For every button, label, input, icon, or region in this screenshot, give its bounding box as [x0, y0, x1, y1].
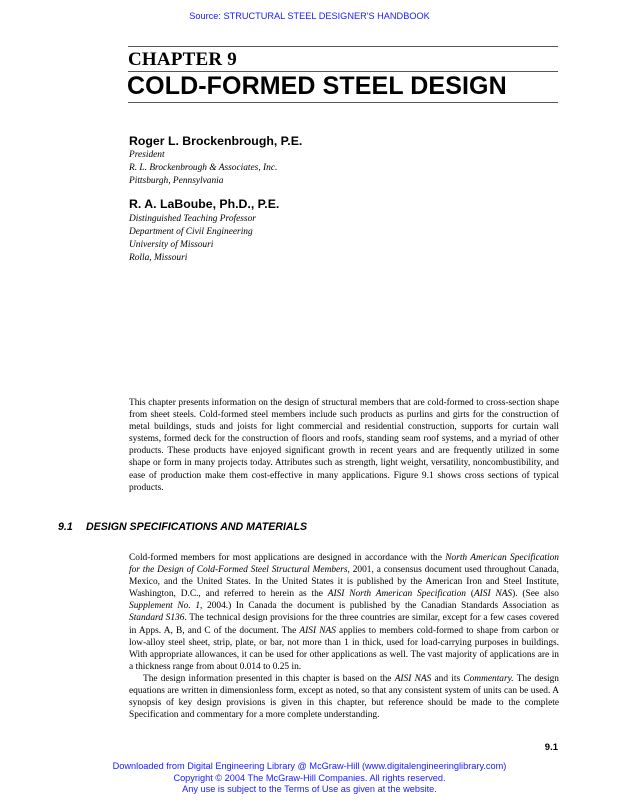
chapter-bottom-rule	[128, 102, 558, 103]
footer-terms[interactable]: Any use is subject to the Terms of Use as given at the website.	[182, 784, 437, 794]
affiliation-line: R. L. Brockenbrough & Associates, Inc.	[129, 163, 278, 173]
affiliation-line: Pittsburgh, Pennsylvania	[129, 176, 224, 186]
intro-paragraph: This chapter presents information on the design of structural members that are cold-formed to cross-section shape from sheet steels. Cold-formed steel members include such products as purlins and girts for the construction of metal buildings, studs and joists for light commercial and residential construction, supports for curtain wall systems, formed deck for the construction of floors and roofs, standing seam roof systems, and a myriad of other products. These products have enjoyed significant growth in recent years and are frequently utilized in some shape or form in many projects today. Attributes such as strength, light weight, versatility, noncombustibility, and ease of production make them cost-effective in many applications. Figure 9.1 shows cross sections of typical products.	[129, 398, 559, 493]
author-affiliation-2	[129, 213, 256, 265]
page-number: 9.1	[544, 742, 558, 753]
affiliation-line: Distinguished Teaching Professor	[129, 214, 256, 224]
chapter-label: CHAPTER 9	[128, 49, 237, 70]
footer	[0, 761, 619, 796]
affiliation-line: University of Missouri	[129, 240, 214, 250]
affiliation-line: Department of Civil Engineering	[129, 227, 253, 237]
chapter-title: COLD-FORMED STEEL DESIGN	[127, 72, 507, 100]
author-affiliation-1	[129, 149, 277, 188]
body-paragraph-1: Cold-formed members for most applications are designed in accordance with the North American Specification for the Design of Cold-Formed Steel Structural Members, 2001, a consensus document used throughout Canada, Mexico, and the United States. In the United States it is published by the American Iron and Steel Institute, Washington, D.C., and referred to herein as the AISI North American Specification (AISI NAS). (See also Supplement No. 1, 2004.) In Canada the document is published by the Canadian Standards Association as Standard S136. The technical design provisions for the three countries are similar, except for a few cases covered in Apps. A, B, and C of the document. The AISI NAS applies to members cold-formed to shape from carbon or low-alloy steel sheet, strip, plate, or bar, not more than 1 in thick, used for load-carrying purposes in buildings. With appropriate allowances, it can be used for other applications as well. The vast majority of applications are in a thickness range from about 0.014 to 0.25 in.	[129, 553, 560, 672]
section-title: DESIGN SPECIFICATIONS AND MATERIALS	[86, 521, 308, 533]
chapter-top-rule	[128, 46, 558, 47]
affiliation-line: President	[129, 150, 165, 160]
section-heading	[58, 521, 307, 533]
author-name-2: R. A. LaBoube, Ph.D., P.E.	[129, 197, 280, 211]
footer-download-link[interactable]: Downloaded from Digital Engineering Library @ McGraw-Hill (www.digitalengineeringlibrary.com)	[112, 761, 507, 771]
affiliation-line: Rolla, Missouri	[129, 253, 188, 263]
author-name-1: Roger L. Brockenbrough, P.E.	[129, 134, 303, 148]
section-number: 9.1	[58, 521, 73, 533]
section-body	[129, 552, 559, 721]
footer-copyright: Copyright © 2004 The McGraw-Hill Companies. All rights reserved.	[173, 772, 446, 783]
source-line: Source: STRUCTURAL STEEL DESIGNER'S HANDBOOK	[189, 11, 430, 21]
body-paragraph-2: The design information presented in this chapter is based on the AISI NAS and its Commentary. The design equations are written in dimensionless form, except as noted, so that any consistent system of units can be used. A synopsis of key design provisions is given in this chapter, but reference should be made to the complete Specification and commentary for a more complete understanding.	[129, 673, 559, 721]
